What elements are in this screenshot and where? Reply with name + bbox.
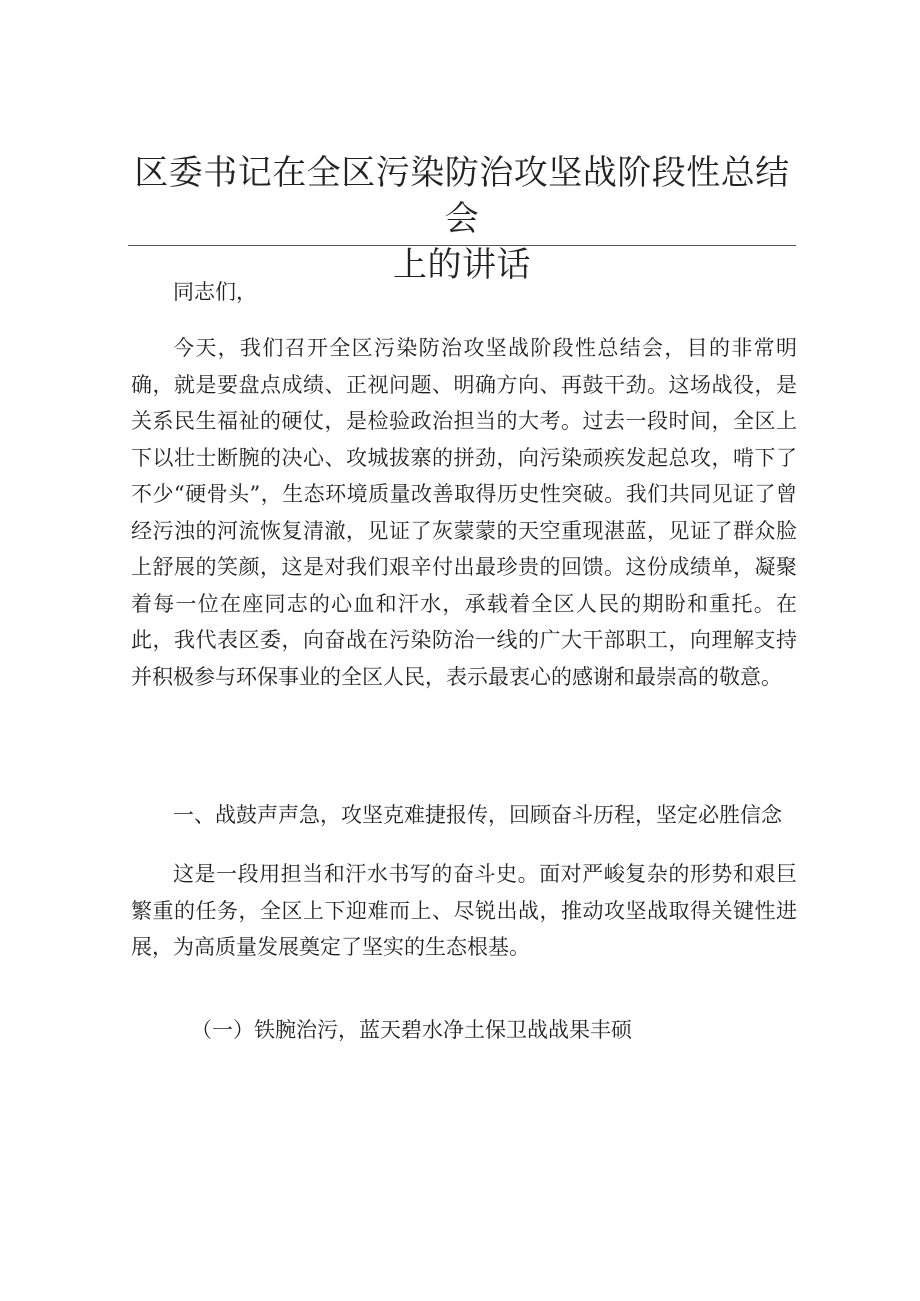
title-divider xyxy=(128,245,796,246)
section-heading-1: 一、战鼓声声急，攻坚克难捷报传，回顾奋斗历程，坚定必胜信念 xyxy=(173,803,782,827)
title-line-2: 上的讲话 xyxy=(393,245,531,285)
subsection-heading-1: （一）铁腕治污，蓝天碧水净土保卫战战果丰硕 xyxy=(191,1018,632,1042)
paragraph-intro: 今天，我们召开全区污染防治攻坚战阶段性总结会，目的非常明确，就是要盘点成绩、正视问题、明确方向、再鼓干劲。这场战役，是关系民生福祉的硬仗，是检验政治担当的大考。过去一段时间，全区上下以壮士断腕的决心、攻城拔寨的拼劲，向污染顽疾发起总攻，啃下了不少“硬骨头”，生态环境质量改善取得历史性突破。我们共同见证了曾经污浊的河流恢复清澈，见证了灰蒙蒙的天空重现湛蓝，见证了群众脸上舒展的笑颜，这是对我们艰辛付出最珍贵的回馈。这份成绩单，凝聚着每一位在座同志的心血和汗水，承载着全区人民的期盼和重托。在此，我代表区委，向奋战在污染防治一线的广大干部职工，向理解支持并积极参与环保事业的全区人民，表示最衷心的感谢和最崇高的敬意。 xyxy=(131,336,797,689)
paragraph-section-1: 这是一段用担当和汗水书写的奋斗史。面对严峻复杂的形势和艰巨繁重的任务，全区上下迎难而上、尽锐出战，推动攻坚战取得关键性进展，为高质量发展奠定了坚实的生态根基。 xyxy=(131,862,797,959)
title-line-1: 区委书记在全区污染防治攻坚战阶段性总结会 xyxy=(134,153,790,239)
greeting: 同志们， xyxy=(173,280,257,304)
document-title xyxy=(128,150,796,288)
